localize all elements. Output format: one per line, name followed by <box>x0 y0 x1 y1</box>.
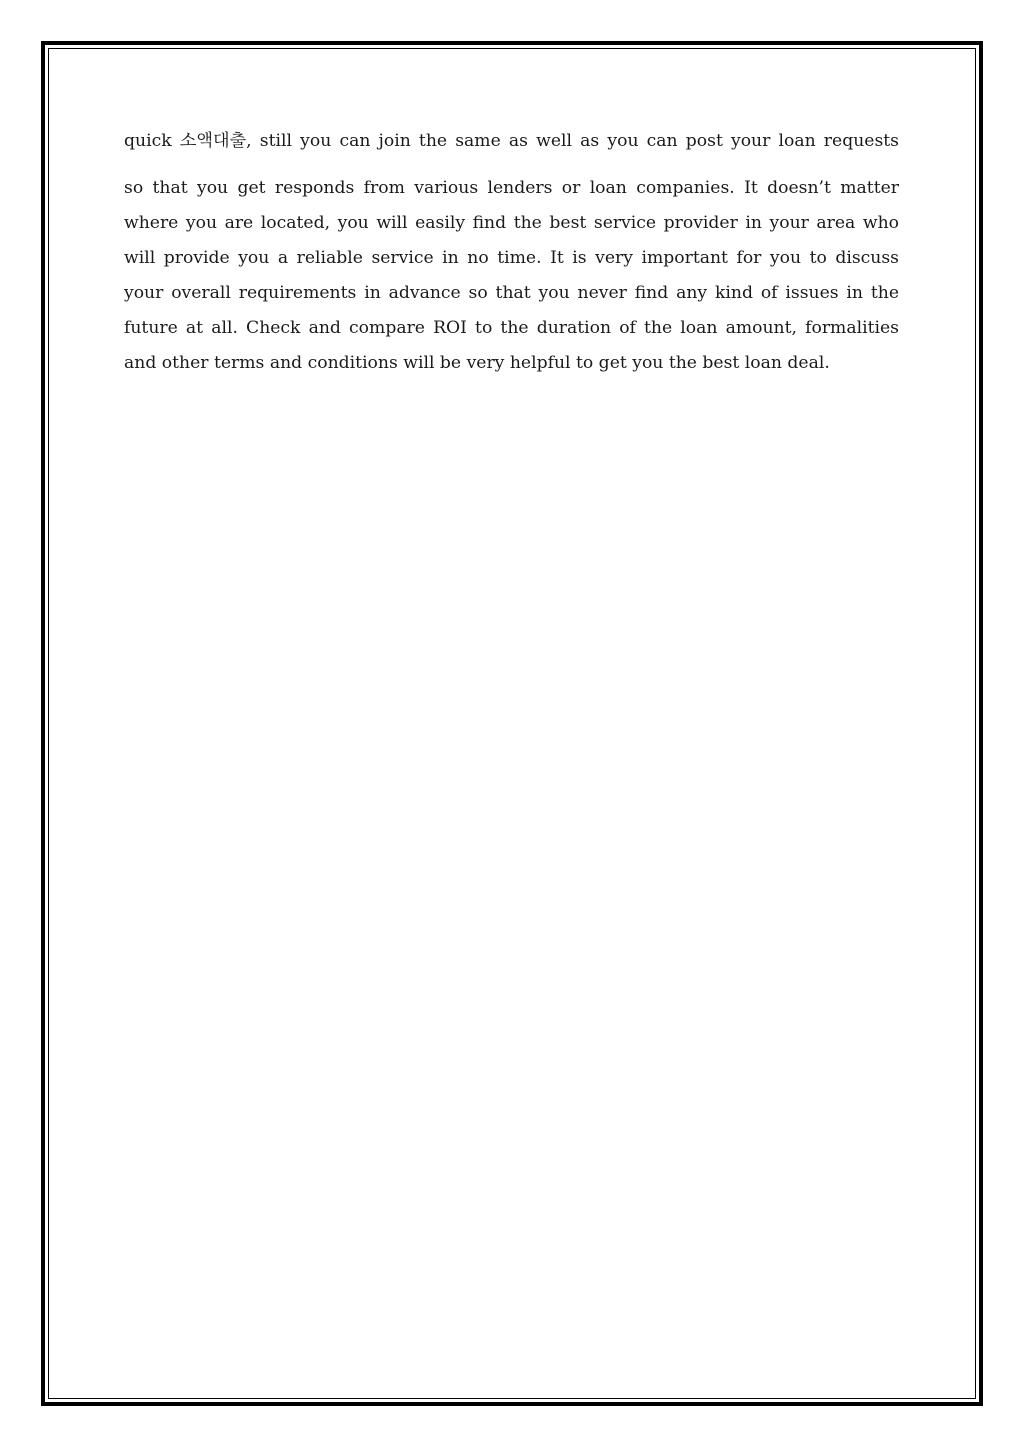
text-line: your overall requirements in advance so that you never find any kind of issues in the <box>124 283 899 303</box>
text-line: future at all. Check and compare ROI to the duration of the loan amount, formalities <box>124 318 899 338</box>
document-body <box>124 124 899 381</box>
text-line: so that you get responds from various lenders or loan companies. It doesn’t matter <box>124 178 899 198</box>
paragraph <box>124 171 899 381</box>
text-line: and other terms and conditions will be very helpful to get you the best loan deal. <box>124 353 830 373</box>
text-line: quick 소액대출, still you can join the same as well as you can post your loan requests <box>124 131 899 151</box>
text-line: will provide you a reliable service in no time. It is very important for you to discuss <box>124 248 899 268</box>
text-line: where you are located, you will easily find the best service provider in your area who <box>124 213 899 233</box>
